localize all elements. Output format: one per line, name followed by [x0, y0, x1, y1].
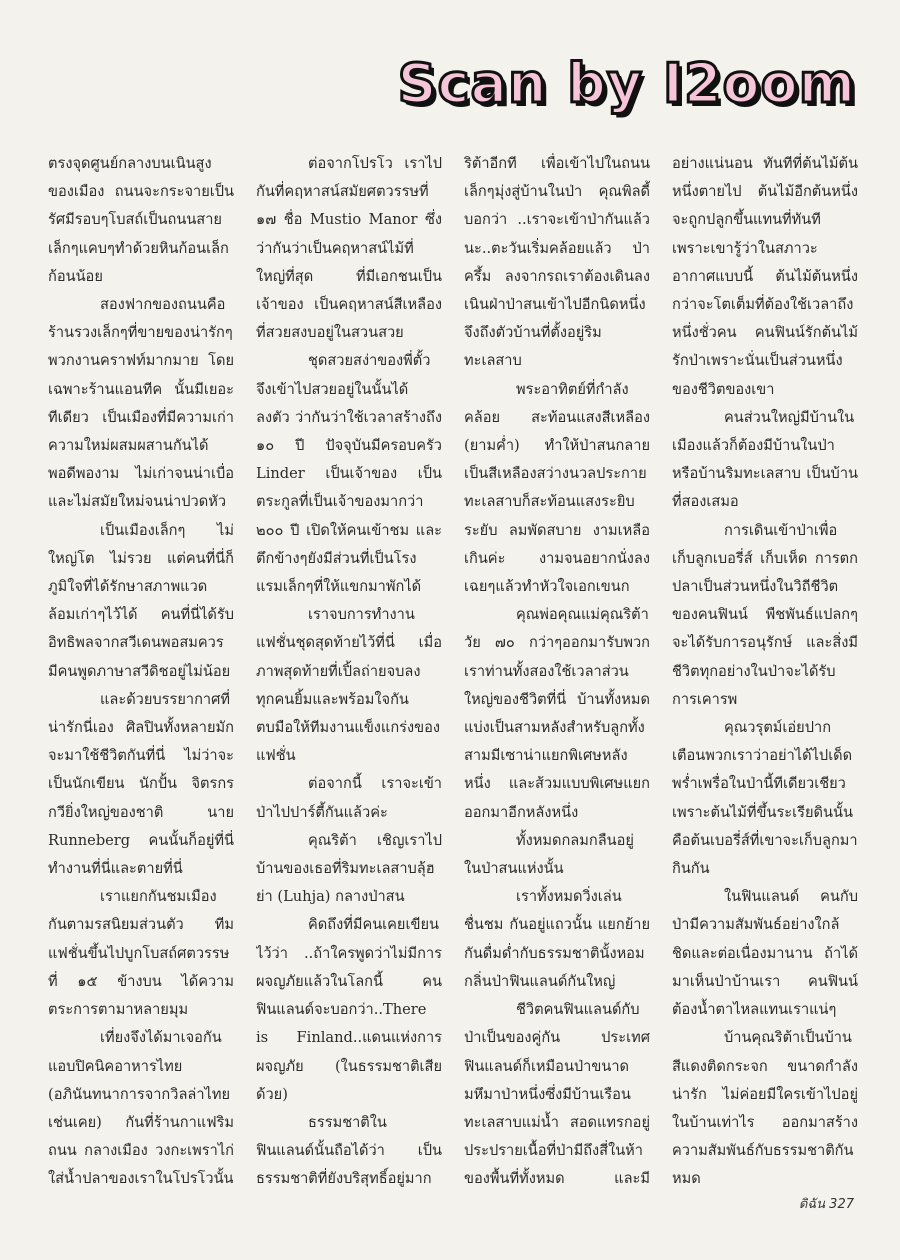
column-3 — [464, 150, 650, 1190]
paragraph: บ้านคุณริต้าเป็นบ้านสีแดงติดกระจก ขนาดกำลังน่ารัก ไม่ค่อยมีใครเข้าไปอยู่ในบ้านเท่าไร ออกมาสร้างความสัมพันธ์กับธรรมชาติกันหมด — [672, 1029, 858, 1188]
paragraph: ริต้าอีกที เพื่อเข้าไปในถนนเล็กๆมุ่งสู่บ้านในป่า คุณพิลดี้บอกว่า ..เราจะเข้าป่ากันแล้วนะ..ตะวันเริ่มคล้อยแล้ว ป่าครึ้ม ลงจากรถเราต้องเดินลงเนินฝ่าป่าสนเข้าไปอีกนิดหนึ่งจึงถึงตัวบ้านที่ตั้งอยู่ริมทะเลสาบ — [464, 155, 650, 370]
paragraph: เที่ยงจึงได้มาเจอกันแอบปิคนิคอาหารไทย (อภินันทนาการจากวิลล่าไทยเช่นเคย) กันที่ร้านกาแฟริมถนน กลางเมือง วงกะเพราไก่ใส่น้ำปลาของเราในโปรโวนั้น — [48, 1029, 234, 1188]
paragraph: คนส่วนใหญ่มีบ้านในเมืองแล้วก็ต้องมีบ้านในป่า หรือบ้านริมทะเลสาบ เป็นบ้านที่สองเสมอ — [672, 408, 858, 511]
paragraph: คุณริต้า เชิญเราไปบ้านของเธอที่ริมทะเลสาบลุ้ฮย่า (Luhja) กลางป่าสน — [256, 831, 442, 906]
paragraph: คุณวรุตม์เอ่ยปากเตือนพวกเราว่าอย่าได้ไปเด็ดพร่ำเพรื่อในป่านี้ทีเดียวเชียวเพราะต้นไม้ที่ขึ้นระเรียดินนั้นคือต้นเบอรี่ส์ที่เขาจะเก็บลูกมากินกัน — [672, 719, 858, 878]
paragraph: สองฟากของถนนคือร้านรวงเล็กๆที่ขายของน่ารักๆพวกงานคราฟท์มากมาย โดยเฉพาะร้านแอนทีค นั้นมีเยอะทีเดียว เป็นเมืองที่มีความเก่าความใหม่ผสมผสานกันได้พอดีพองาม ไม่เก่าจนน่าเบื่อ และไม่สมัยใหม่จนน่าปวดหัว — [48, 296, 234, 511]
paragraph: ในฟินแลนด์ คนกับป่ามีความสัมพันธ์อย่างใกล้ชิดและต่อเนื่องมานาน ถ้าได้มาเห็นป่าบ้านเรา คนฟินน์ต้องน้ำตาไหลแทนเราแน่ๆ — [672, 888, 858, 1019]
paragraph: พระอาทิตย์ที่กำลังคล้อย สะท้อนแสงสีเหลือง (ยามค่ำ) ทำให้ป่าสนกลายเป็นสีเหลืองสว่างนวลประกายทะเลสาบก็สะท้อนแสงระยิบระยับ ลมพัดสบาย งามเหลือเกินค่ะ งามจนอยากนั่งลงเฉยๆแล้วทำหัวใจเอกเขนก — [464, 380, 650, 596]
page-number: 327 — [829, 1197, 854, 1212]
paragraph: เราจบการทำงานแฟชั่นชุดสุดท้ายไว้ที่นี่ เมื่อภาพสุดท้ายที่เปิ้ลถ่ายจบลง ทุกคนยิ้มและพร้อมใจกันตบมือให้ทีมงานแข็งแกร่งของแฟชั่น — [256, 606, 442, 765]
paragraph: ตรงจุดศูนย์กลางบนเนินสูงของเมือง ถนนจะกระจายเป็นรัศมีรอบๆโบสถ์เป็นถนนสายเล็กๆแคบๆทำด้วยหินก้อนเล็กก้อนน้อย — [48, 155, 234, 285]
paragraph: คิดถึงที่มีคนเคยเขียนไว้ว่า ..ถ้าใครพูดว่าไม่มีการผจญภัยแล้วในโลกนี้ คนฟินแลนด์จะบอกว่า..There is Finland..แดนแห่งการผจญภัย (ในธรรมชาติเสียด้วย) — [256, 916, 442, 1103]
article-body — [48, 150, 860, 1190]
paragraph: ธรรมชาติในฟินแลนด์นั้นถือได้ว่า เป็นธรรมชาติที่ยังบริสุทธิ์อยู่มาก — [256, 1113, 442, 1188]
watermark: Scan by I2oom — [397, 52, 856, 115]
column-4 — [672, 150, 858, 1190]
paragraph: ทั้งหมดกลมกลืนอยู่ในป่าสนแห่งนั้น — [464, 831, 634, 878]
magazine-name: ดิฉัน — [798, 1197, 826, 1212]
paragraph: คุณพ่อคุณแม่คุณริต้าวัย ๗๐ กว่าๆออกมารับพวกเราท่านทั้งสองใช้เวลาส่วนใหญ่ของชีวิตที่นี่ บ้านทั้งหมดแบ่งเป็นสามหลังสำหรับลูกทั้งสามมีเซาน่าแยกพิเศษหลังหนึ่ง และส้วมแบบพิเศษแยกออกมาอีกหลังหนึ่ง — [464, 606, 650, 821]
paragraph: ต่อจากนี้ เราจะเข้าป่าไปปาร์ตี้กันแล้วค่ะ — [256, 775, 442, 821]
column-1 — [48, 150, 234, 1190]
paragraph: และด้วยบรรยากาศที่น่ารักนี่เอง ศิลปินทั้งหลายมักจะมาใช้ชีวิตกันที่นี่ ไม่ว่าจะเป็นนักเขียน นักปั้น จิตรกร กวียิ่งใหญ่ของชาติ นาย Runneberg คนนั้นก็อยู่ที่นี่ ทำงานที่นี่และตายที่นี่ — [48, 690, 234, 878]
paragraph: อย่างแน่นอน ทันทีที่ต้นไม้ต้นหนึ่งตายไป ต้นไม้อีกต้นหนึ่งจะถูกปลูกขึ้นแทนที่ทันทีเพราะเขารู้ว่าในสภาวะอากาศแบบนี้ ต้นไม้ต้นหนึ่งกว่าจะโตเต็มที่ต้องใช้เวลาถึงหนึ่งชั่วคน คนฟินน์รักต้นไม้ รักป่าเพราะนั่นเป็นส่วนหนึ่งของชีวิตของเขา — [672, 155, 858, 398]
paragraph: การเดินเข้าป่าเพื่อเก็บลูกเบอรี่ส์ เก็บเห็ด การตกปลาเป็นส่วนหนึ่งในวิถีชีวิตของคนฟินน์ พืชพันธ์แปลกๆจะได้รับการอนุรักษ์ และสิ่งมีชีวิตทุกอย่างในป่าจะได้รับการเคารพ — [672, 521, 858, 708]
paragraph: เราทั้งหมดวิ่งเล่น ชื่นชม กันอยู่แถวนั้น แยกย้ายกันดื่มด่ำกับธรรมชาตินั้งหอมกลิ่นป่าฟินแลนด์กันใหญ่ — [464, 888, 650, 990]
paragraph: เราแยกกันชมเมืองกันตามรสนิยมส่วนตัว ทีมแฟชั่นขึ้นไปบูกโบสถ์ศตวรรษที่ ๑๕ ข้างบน ได้ความตระการตามาหลายมุม — [48, 888, 234, 1019]
paragraph: เป็นเมืองเล็กๆ ไม่ใหญ่โต ไม่รวย แต่คนที่นี่ก็ภูมิใจที่ได้รักษาสภาพแวดล้อมเก่าๆไว้ได้ คนที่นี่ได้รับอิทธิพลจากสวีเดนพอสมควร มีคนพูดภาษาสวีดิชอยู่ไม่น้อย — [48, 521, 234, 680]
paragraph: ชุดสวยสง่าของพี่ตั้วจึงเข้าไปสวยอยู่ในนั้นได้ลงตัว ว่ากันว่าใช้เวลาสร้างถึง ๑๐ ปี ปัจจุบันมีครอบครัว Linder เป็นเจ้าของ เป็นตระกูลที่เป็นเจ้าของมากว่า ๒๐๐ ปี เปิดให้คนเข้าชม และตึกข้างๆยังมีส่วนที่เป็นโรงแรมเล็กๆที่ให้แขกมาพักได้ — [256, 352, 442, 596]
page-footer — [799, 1193, 854, 1214]
paragraph: ต่อจากโปรโว เราไปกันที่คฤหาสน์สมัยศตวรรษที่ ๑๗ ชื่อ Mustio Manor ซึ่งว่ากันว่าเป็นคฤหาสน์ไม้ที่ใหญ่ที่สุด ที่มีเอกชนเป็นเจ้าของ เป็นคฤหาสน์สีเหลืองที่สวยสงบอยู่ในสวนสวย — [256, 155, 442, 342]
paragraph: ชีวิตคนฟินแลนด์กับป่าเป็นของคู่กัน ประเทศฟินแลนด์ก็เหมือนป่าขนาดมหึมาป่าหนึ่งซึ่งมีบ้านเรือน ทะเลสาบแม่น้ำ สอดแทรกอยู่ประปรายเนื้อที่ป่ามีถึงสี่ในห้าของพื้นที่ทั้งหมด และมี — [464, 1001, 650, 1188]
column-2 — [256, 150, 442, 1190]
